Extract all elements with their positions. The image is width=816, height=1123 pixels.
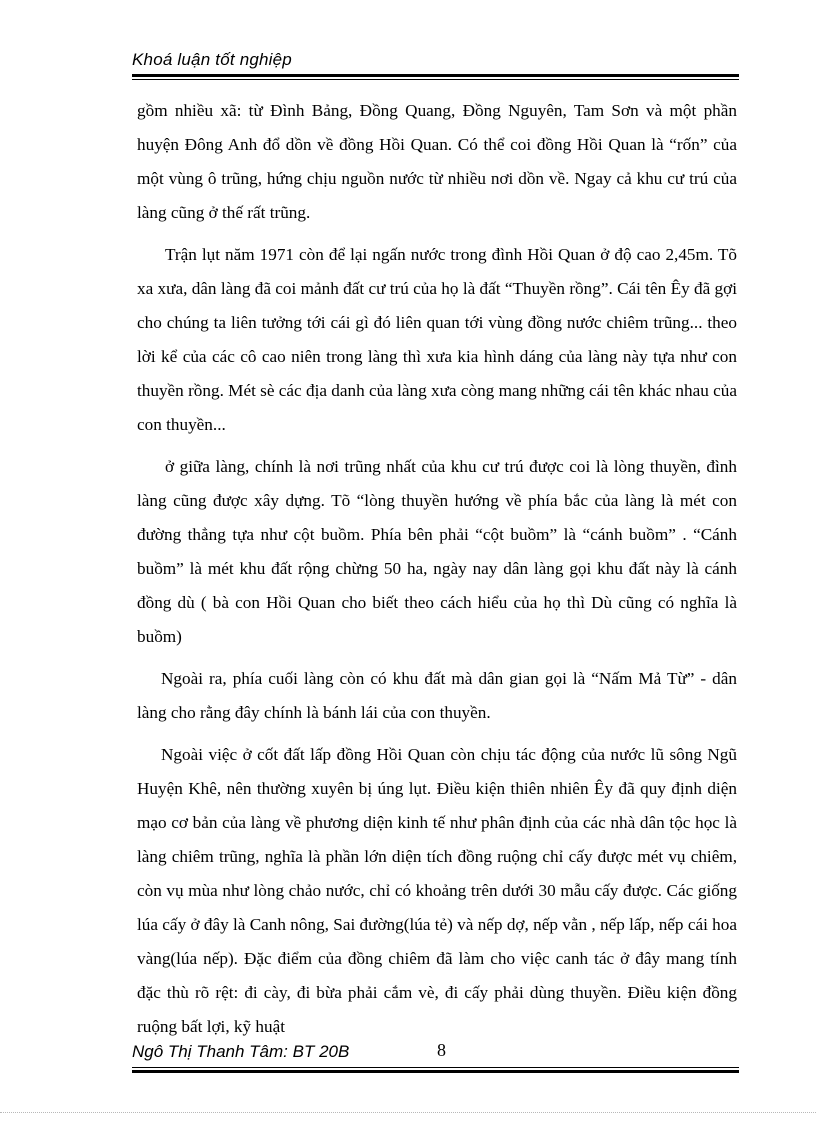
paragraph-2: Trận lụt năm 1971 còn để lại ngấn nước trong đình Hồi Quan ở độ cao 2,45m. Tõ xa xưa, dân làng đã coi mảnh đất cư trú của họ là đất “Thuyền rồng”. Cái tên Êy đã gợi cho chúng ta liên tưởng tới cái gì đó liên quan tới vùng đồng nước chiêm trũng... theo lời kể của các cô cao niên trong làng thì xưa kia hình dáng của làng này tựa như con thuyền rồng. Mét sè các địa danh của làng xưa còng mang những cái tên khác nhau của con thuyền...: [137, 245, 737, 434]
paragraph-1: gồm nhiều xã: từ Đình Bảng, Đồng Quang, Đồng Nguyên, Tam Sơn và một phần huyện Đông Anh đổ dồn về đồng Hồi Quan. Có thể coi đồng Hồi Quan là “rốn” của một vùng ô trũng, hứng chịu nguồn nước từ nhiều nơi dồn về. Ngay cả khu cư trú của làng cũng ở thế rất trũng.: [137, 101, 737, 222]
footer-rule-thin: [132, 1067, 739, 1068]
page-edge-divider: [0, 1112, 816, 1113]
page-body: [137, 94, 737, 1044]
header-title: Khoá luận tốt nghiệp: [132, 50, 292, 69]
footer-author: Ngô Thị Thanh Tâm: BT 20B: [132, 1042, 350, 1061]
paragraph-3: ở giữa làng, chính là nơi trũng nhất của khu cư trú được coi là lòng thuyền, đình làng cũng được xây dựng. Tõ “lòng thuyền hướng về phía bắc của làng là mét con đường thẳng tựa như cột buồm. Phía bên phải “cột buồm” là “cánh buồm” . “Cánh buồm” là mét khu đất rộng chừng 50 ha, ngày nay dân làng gọi khu đất này là cánh đồng dù ( bà con Hồi Quan cho biết theo cách hiểu của họ thì Dù cũng có nghĩa là buồm): [137, 457, 737, 646]
footer-rule-thick: [132, 1070, 739, 1073]
paragraph-4: Ngoài ra, phía cuối làng còn có khu đất mà dân gian gọi là “Nấm Mả Từ” - dân làng cho rằng đây chính là bánh lái của con thuyền.: [137, 669, 737, 722]
page-number: 8: [437, 1040, 446, 1060]
header-rule-thin: [132, 79, 739, 80]
paragraph-5: Ngoài việc ở cốt đất lấp đồng Hồi Quan còn chịu tác động của nước lũ sông Ngũ Huyện Khê, nên thường xuyên bị úng lụt. Điều kiện thiên nhiên Êy đã quy định diện mạo cơ bản của làng về phương diện kinh tế như phân định của các nhà dân tộc học là làng chiêm trũng, nghĩa là phần lớn diện tích đồng ruộng chỉ cấy được mét vụ chiêm, còn vụ mùa như lòng chảo nước, chỉ có khoảng trên dưới 30 mẫu cấy được. Các giống lúa cấy ở đây là Canh nông, Sai đường(lúa tẻ) và nếp dợ, nếp vằn , nếp lấp, nếp cái hoa vàng(lúa nếp). Đặc điểm của đồng chiêm đã làm cho việc canh tác ở đây mang tính đặc thù rõ rệt: đi cày, đi bừa phải cắm vè, đi cấy phải dùng thuyền. Điều kiện đồng ruộng bất lợi, kỹ huật: [137, 745, 737, 1036]
header-rule-thick: [132, 74, 739, 77]
